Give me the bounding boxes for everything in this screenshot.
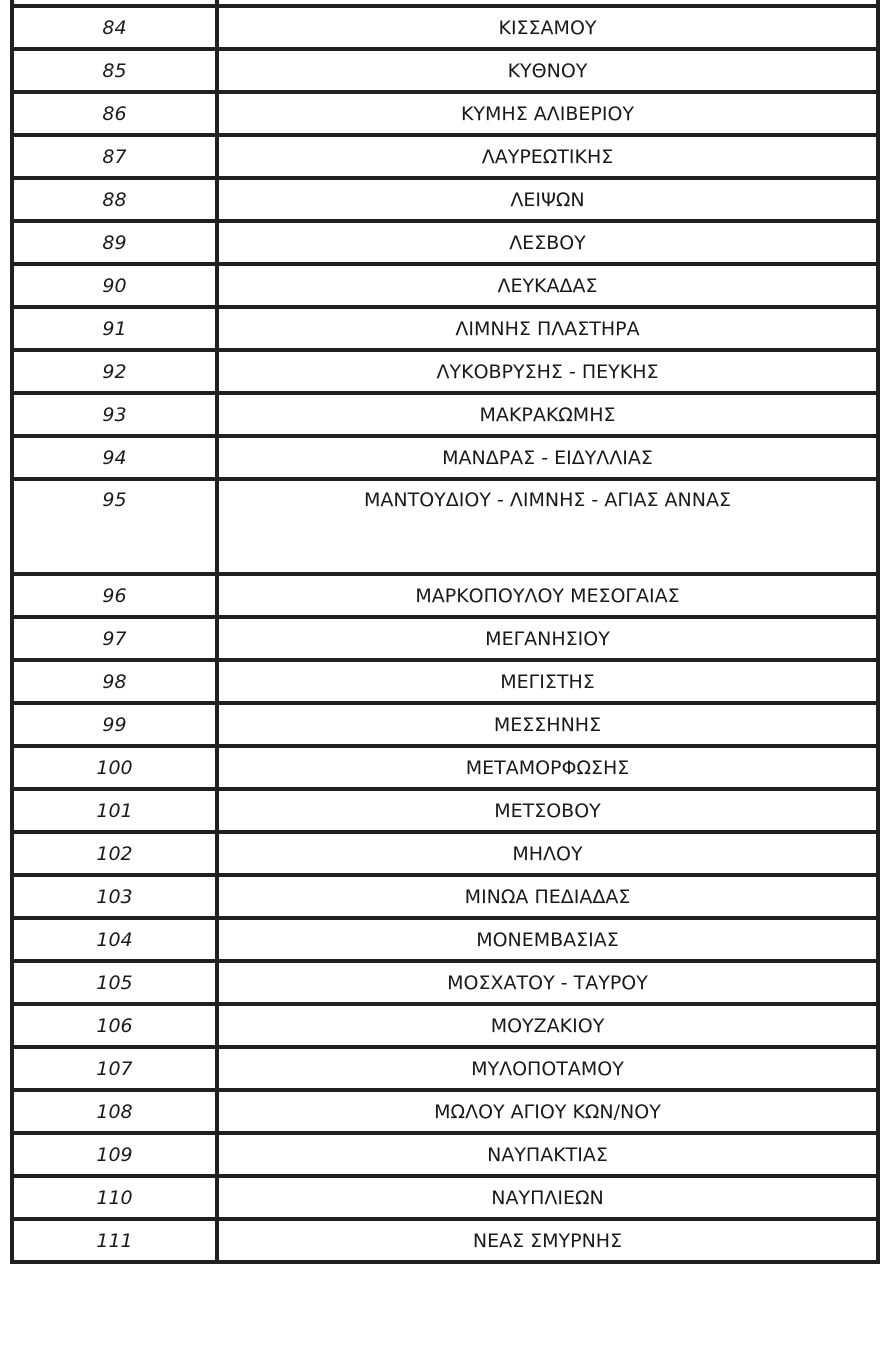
table-row	[12, 617, 878, 660]
table-row	[12, 1047, 878, 1090]
table-row	[12, 875, 878, 918]
row-number-cell: 97	[12, 617, 217, 660]
row-name-cell: ΜΑΝΤΟΥΔΙΟΥ - ΛΙΜΝΗΣ - ΑΓΙΑΣ ΑΝΝΑΣ	[217, 479, 878, 574]
row-name-cell: ΝΑΥΠΛΙΕΩΝ	[217, 1176, 878, 1219]
row-number-cell: 103	[12, 875, 217, 918]
table-row	[12, 660, 878, 703]
table-row	[12, 350, 878, 393]
table-row	[12, 178, 878, 221]
table-row	[12, 307, 878, 350]
row-name-cell: ΛΥΚΟΒΡΥΣΗΣ - ΠΕΥΚΗΣ	[217, 350, 878, 393]
row-number-cell: 87	[12, 135, 217, 178]
row-number-cell: 89	[12, 221, 217, 264]
row-name-cell: ΜΥΛΟΠΟΤΑΜΟΥ	[217, 1047, 878, 1090]
row-name-cell: ΚΥΘΝΟΥ	[217, 49, 878, 92]
row-number-cell: 111	[12, 1219, 217, 1262]
municipalities-table-container	[10, 0, 876, 1264]
row-number-cell: 93	[12, 393, 217, 436]
table-row	[12, 221, 878, 264]
row-name-cell: ΛΕΙΨΩΝ	[217, 178, 878, 221]
row-number-cell: 110	[12, 1176, 217, 1219]
row-number-cell: 108	[12, 1090, 217, 1133]
row-name-cell: ΜΟΣΧΑΤΟΥ - ΤΑΥΡΟΥ	[217, 961, 878, 1004]
table-row	[12, 961, 878, 1004]
row-number-cell: 101	[12, 789, 217, 832]
row-number-cell: 96	[12, 574, 217, 617]
table-row	[12, 703, 878, 746]
table-row	[12, 746, 878, 789]
row-number-cell: 99	[12, 703, 217, 746]
row-number-cell: 84	[12, 6, 217, 49]
table-row	[12, 436, 878, 479]
row-number-cell: 104	[12, 918, 217, 961]
row-number-cell: 100	[12, 746, 217, 789]
table-row	[12, 393, 878, 436]
table-row	[12, 264, 878, 307]
row-name-cell: ΛΑΥΡΕΩΤΙΚΗΣ	[217, 135, 878, 178]
row-name-cell: ΜΑΡΚΟΠΟΥΛΟΥ ΜΕΣΟΓΑΙΑΣ	[217, 574, 878, 617]
row-name-cell: ΜΑΚΡΑΚΩΜΗΣ	[217, 393, 878, 436]
row-name-cell: ΛΕΣΒΟΥ	[217, 221, 878, 264]
row-number-cell: 95	[12, 479, 217, 574]
row-name-cell: ΝΕΑΣ ΣΜΥΡΝΗΣ	[217, 1219, 878, 1262]
table-row	[12, 6, 878, 49]
table-row	[12, 479, 878, 574]
table-row	[12, 135, 878, 178]
table-row	[12, 574, 878, 617]
row-number-cell: 106	[12, 1004, 217, 1047]
table-row	[12, 789, 878, 832]
table-row	[12, 832, 878, 875]
row-number-cell: 88	[12, 178, 217, 221]
row-name-cell: ΜΕΓΙΣΤΗΣ	[217, 660, 878, 703]
row-name-cell: ΜΩΛΟΥ ΑΓΙΟΥ ΚΩΝ/ΝΟΥ	[217, 1090, 878, 1133]
table-row	[12, 1004, 878, 1047]
row-name-cell: ΛΕΥΚΑΔΑΣ	[217, 264, 878, 307]
row-number-cell: 98	[12, 660, 217, 703]
row-name-cell: ΜΕΣΣΗΝΗΣ	[217, 703, 878, 746]
row-number-cell: 94	[12, 436, 217, 479]
table-row	[12, 1176, 878, 1219]
row-name-cell: ΜΑΝΔΡΑΣ - ΕΙΔΥΛΛΙΑΣ	[217, 436, 878, 479]
municipalities-table	[10, 0, 880, 1264]
table-row	[12, 49, 878, 92]
row-name-cell: ΚΥΜΗΣ ΑΛΙΒΕΡΙΟΥ	[217, 92, 878, 135]
table-body	[12, 0, 878, 1262]
row-name-cell: ΜΟΝΕΜΒΑΣΙΑΣ	[217, 918, 878, 961]
table-row	[12, 92, 878, 135]
row-name-cell: ΜΟΥΖΑΚΙΟΥ	[217, 1004, 878, 1047]
row-number-cell: 109	[12, 1133, 217, 1176]
row-name-cell: ΜΕΤΣΟΒΟΥ	[217, 789, 878, 832]
row-number-cell: 92	[12, 350, 217, 393]
row-name-cell: ΛΙΜΝΗΣ ΠΛΑΣΤΗΡΑ	[217, 307, 878, 350]
table-row	[12, 1090, 878, 1133]
row-name-cell: ΜΕΤΑΜΟΡΦΩΣΗΣ	[217, 746, 878, 789]
table-row	[12, 918, 878, 961]
row-number-cell: 86	[12, 92, 217, 135]
table-row	[12, 1219, 878, 1262]
row-number-cell: 90	[12, 264, 217, 307]
row-name-cell: ΜΕΓΑΝΗΣΙΟΥ	[217, 617, 878, 660]
table-row	[12, 1133, 878, 1176]
row-number-cell: 85	[12, 49, 217, 92]
row-number-cell: 102	[12, 832, 217, 875]
row-name-cell: ΚΙΣΣΑΜΟΥ	[217, 6, 878, 49]
row-name-cell: ΜΗΛΟΥ	[217, 832, 878, 875]
row-name-cell: ΜΙΝΩΑ ΠΕΔΙΑΔΑΣ	[217, 875, 878, 918]
row-number-cell: 107	[12, 1047, 217, 1090]
row-number-cell: 91	[12, 307, 217, 350]
row-number-cell: 105	[12, 961, 217, 1004]
row-name-cell: ΝΑΥΠΑΚΤΙΑΣ	[217, 1133, 878, 1176]
